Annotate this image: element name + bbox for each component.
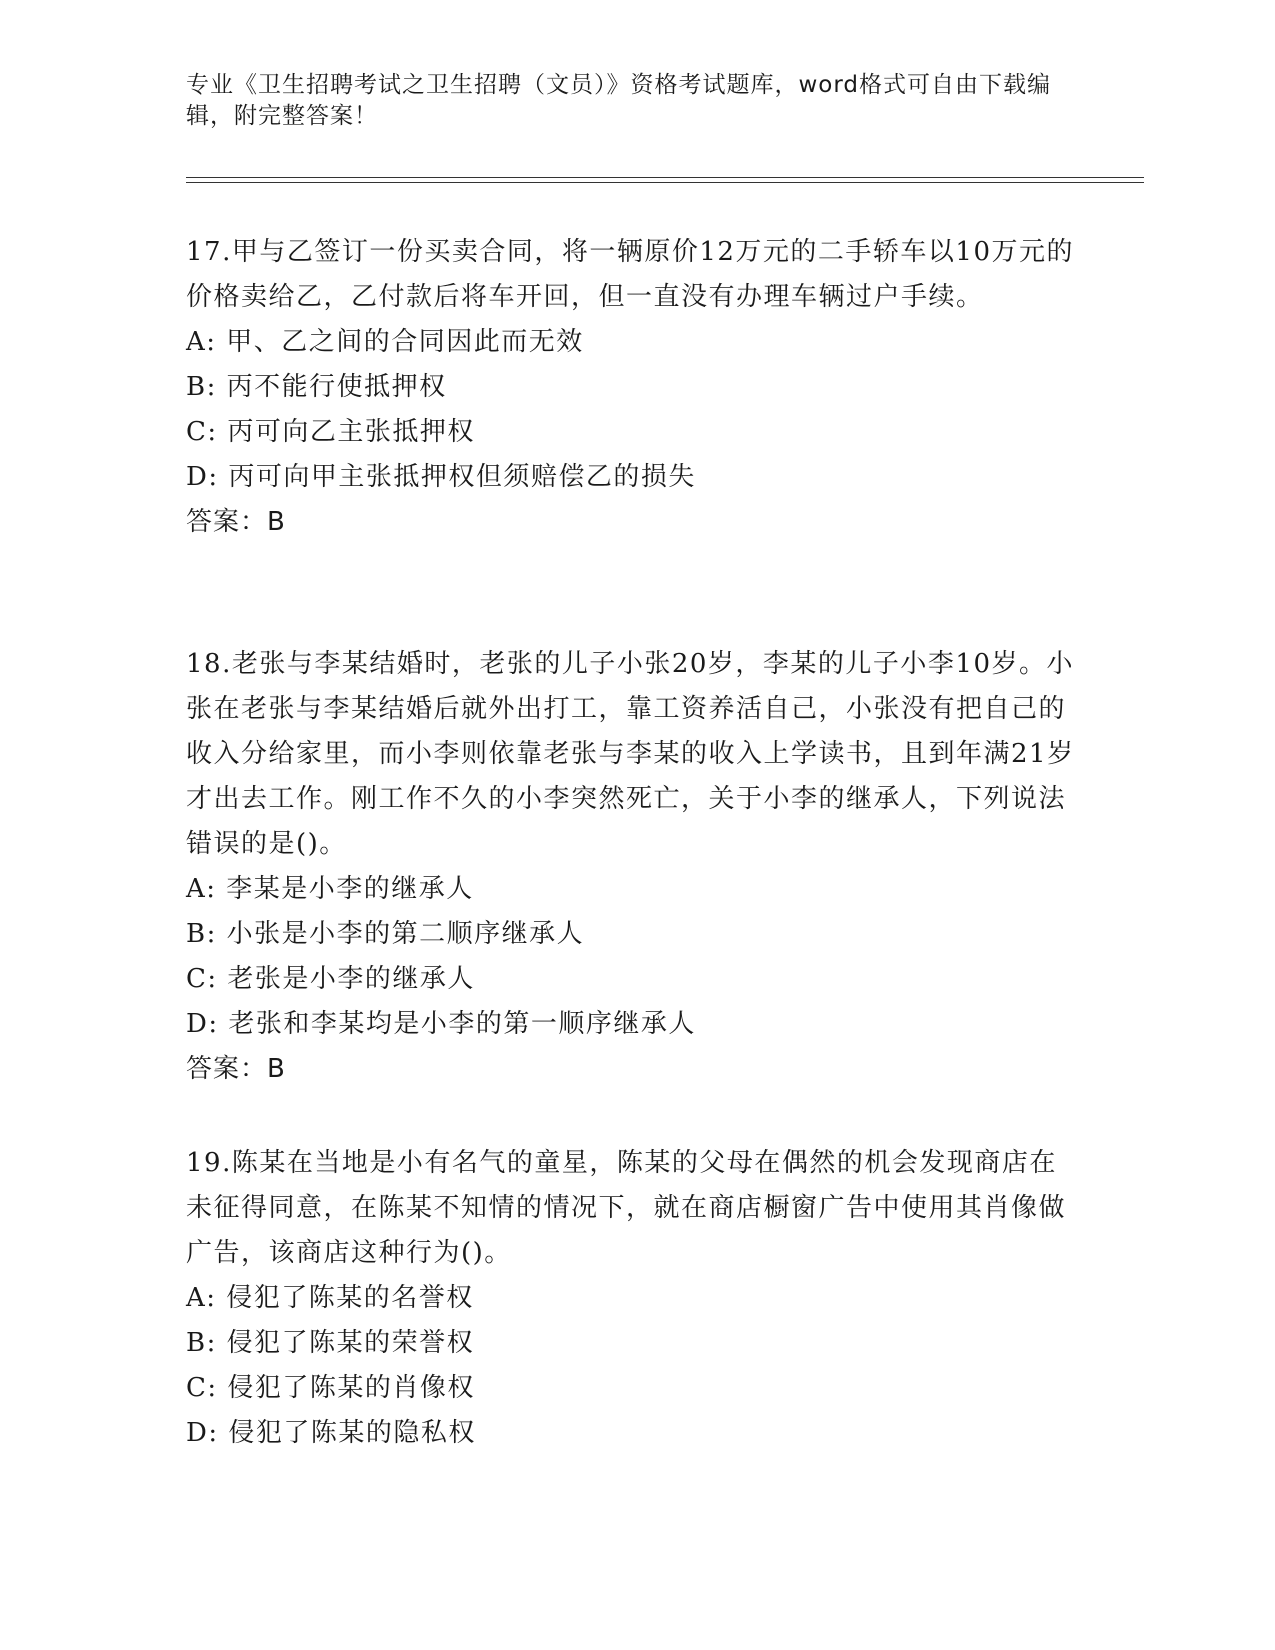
option-c: C: 侵犯了陈某的肖像权	[186, 1373, 475, 1403]
option-d: D: 丙可向甲主张抵押权但须赔偿乙的损失	[186, 462, 696, 492]
question-stem: 18.老张与李某结婚时，老张的儿子小张20岁，李某的儿子小李10岁。小张在老张与李某结婚后就外出打工，靠工资养活自己，小张没有把自己的收入分给家里，而小李则依靠老张与李某的收入上学读书，且到年满21岁才出去工作。刚工作不久的小李突然死亡，关于小李的继承人，下列说法错误的是()。	[186, 649, 1075, 859]
option-c: C: 丙可向乙主张抵押权	[186, 417, 475, 447]
question-18	[186, 642, 1076, 1092]
option-b: B: 小张是小李的第二顺序继承人	[186, 919, 585, 949]
header-divider-bottom	[186, 182, 1144, 183]
answer-line: 答案：B	[186, 1054, 286, 1084]
question-19	[186, 1141, 1076, 1456]
question-17	[186, 230, 1076, 545]
option-b: B: 侵犯了陈某的荣誉权	[186, 1328, 475, 1358]
option-d: D: 老张和李某均是小李的第一顺序继承人	[186, 1009, 696, 1039]
option-d: D: 侵犯了陈某的隐私权	[186, 1418, 476, 1448]
answer-line: 答案：B	[186, 507, 286, 537]
option-a: A: 甲、乙之间的合同因此而无效	[186, 327, 584, 357]
header-divider-top	[186, 177, 1144, 178]
question-stem: 17.甲与乙签订一份买卖合同，将一辆原价12万元的二手轿车以10万元的价格卖给乙，乙付款后将车开回，但一直没有办理车辆过户手续。	[186, 237, 1075, 312]
option-a: A: 侵犯了陈某的名誉权	[186, 1283, 474, 1313]
question-stem: 19.陈某在当地是小有名气的童星，陈某的父母在偶然的机会发现商店在未征得同意，在陈某不知情的情况下，就在商店橱窗广告中使用其肖像做广告，该商店这种行为()。	[186, 1148, 1067, 1268]
option-a: A: 李某是小李的继承人	[186, 874, 474, 904]
document-header: 专业《卫生招聘考试之卫生招聘（文员）》资格考试题库，word格式可自由下载编辑，附完整答案！	[186, 72, 1052, 129]
option-c: C: 老张是小李的继承人	[186, 964, 475, 994]
option-b: B: 丙不能行使抵押权	[186, 372, 447, 402]
